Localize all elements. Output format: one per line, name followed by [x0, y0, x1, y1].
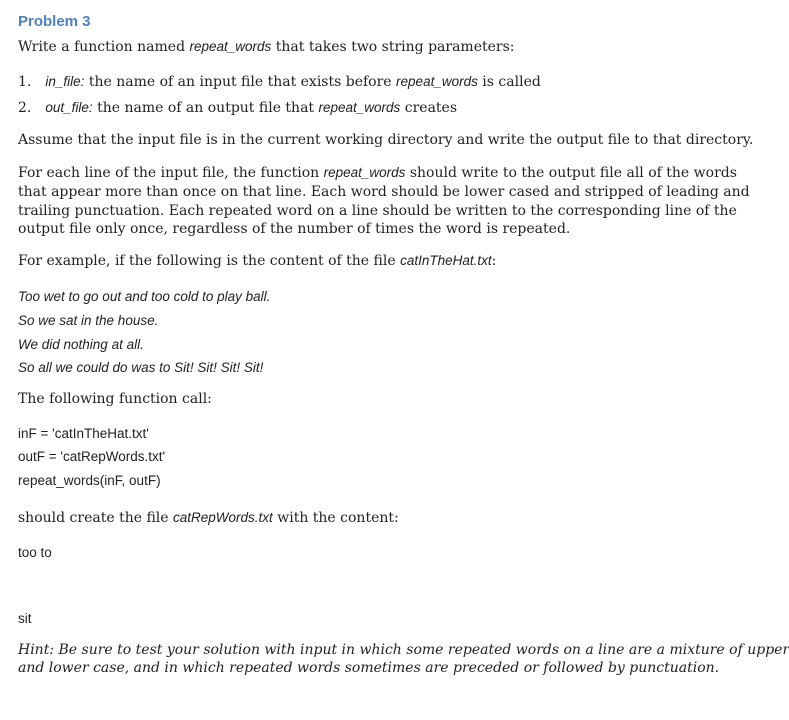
list-number: 1. [18, 74, 32, 90]
intro-text: Write a function named [18, 39, 190, 55]
param-desc-end: is called [477, 74, 541, 90]
call-intro: The following function call: [18, 391, 212, 407]
desc-text-end: should write to the output file all of the words [405, 165, 737, 181]
code-line-1: inF = 'catInTheHat.txt' [18, 426, 149, 441]
param-desc: the name of an input file that exists before [84, 74, 397, 90]
param-name: out_file [45, 100, 89, 115]
file-name: catInTheHat.txt [400, 253, 492, 268]
list-number: 2. [18, 100, 32, 116]
poem-line-1: Too wet to go out and too cold to play ball. [18, 289, 271, 304]
create-text-end: with the content: [272, 510, 399, 526]
assume-paragraph: Assume that the input file is in the current working directory and write the output file to that directory. [18, 132, 754, 148]
param-name: in_file [45, 74, 81, 89]
param-desc: the name of an output file that [92, 100, 319, 116]
example-paragraph [18, 251, 496, 271]
param-sep: : [80, 74, 85, 89]
param-item-1 [18, 72, 541, 92]
param-desc-end: creates [400, 100, 458, 116]
output-line-1: too to [18, 545, 52, 560]
poem-line-3: We did nothing at all. [18, 337, 144, 352]
example-text-end: : [491, 253, 497, 269]
desc-text: For each line of the input file, the function [18, 165, 324, 181]
hint-line-2: and lower case, and in which repeated words sometimes are preceded or followed by punctuation. [18, 660, 720, 676]
output-line-4: sit [18, 611, 32, 626]
poem-line-4: So all we could do was to Sit! Sit! Sit! Sit! [18, 360, 264, 375]
example-text: For example, if the following is the content of the file [18, 253, 401, 269]
param-item-2 [18, 98, 457, 118]
file-name: catRepWords.txt [173, 510, 273, 525]
problem-heading: Problem 3 [18, 13, 91, 30]
create-text: should create the file [18, 510, 173, 526]
intro-paragraph [18, 37, 515, 57]
desc-line-1 [18, 163, 737, 183]
param-sep: : [88, 100, 93, 115]
create-paragraph [18, 508, 399, 528]
intro-text-end: that takes two string parameters: [271, 39, 515, 55]
code-line-3: repeat_words(inF, outF) [18, 473, 161, 488]
function-name: repeat_words [318, 100, 401, 115]
hint-line-1: Hint: Be sure to test your solution with input in which some repeated words on a line are a mixture of upper [18, 642, 789, 658]
desc-line-3: trailing punctuation. Each repeated word on a line should be written to the corresponding line of the [18, 203, 737, 219]
desc-line-4: output file only once, regardless of the number of times the word is repeated. [18, 221, 571, 237]
desc-line-2: that appear more than once on that line. Each word should be lower cased and stripped of leading and [18, 184, 750, 200]
function-name: repeat_words [189, 39, 272, 54]
poem-line-2: So we sat in the house. [18, 313, 159, 328]
function-name: repeat_words [323, 165, 406, 180]
function-name: repeat_words [396, 74, 478, 89]
code-line-2: outF = 'catRepWords.txt' [18, 449, 166, 464]
